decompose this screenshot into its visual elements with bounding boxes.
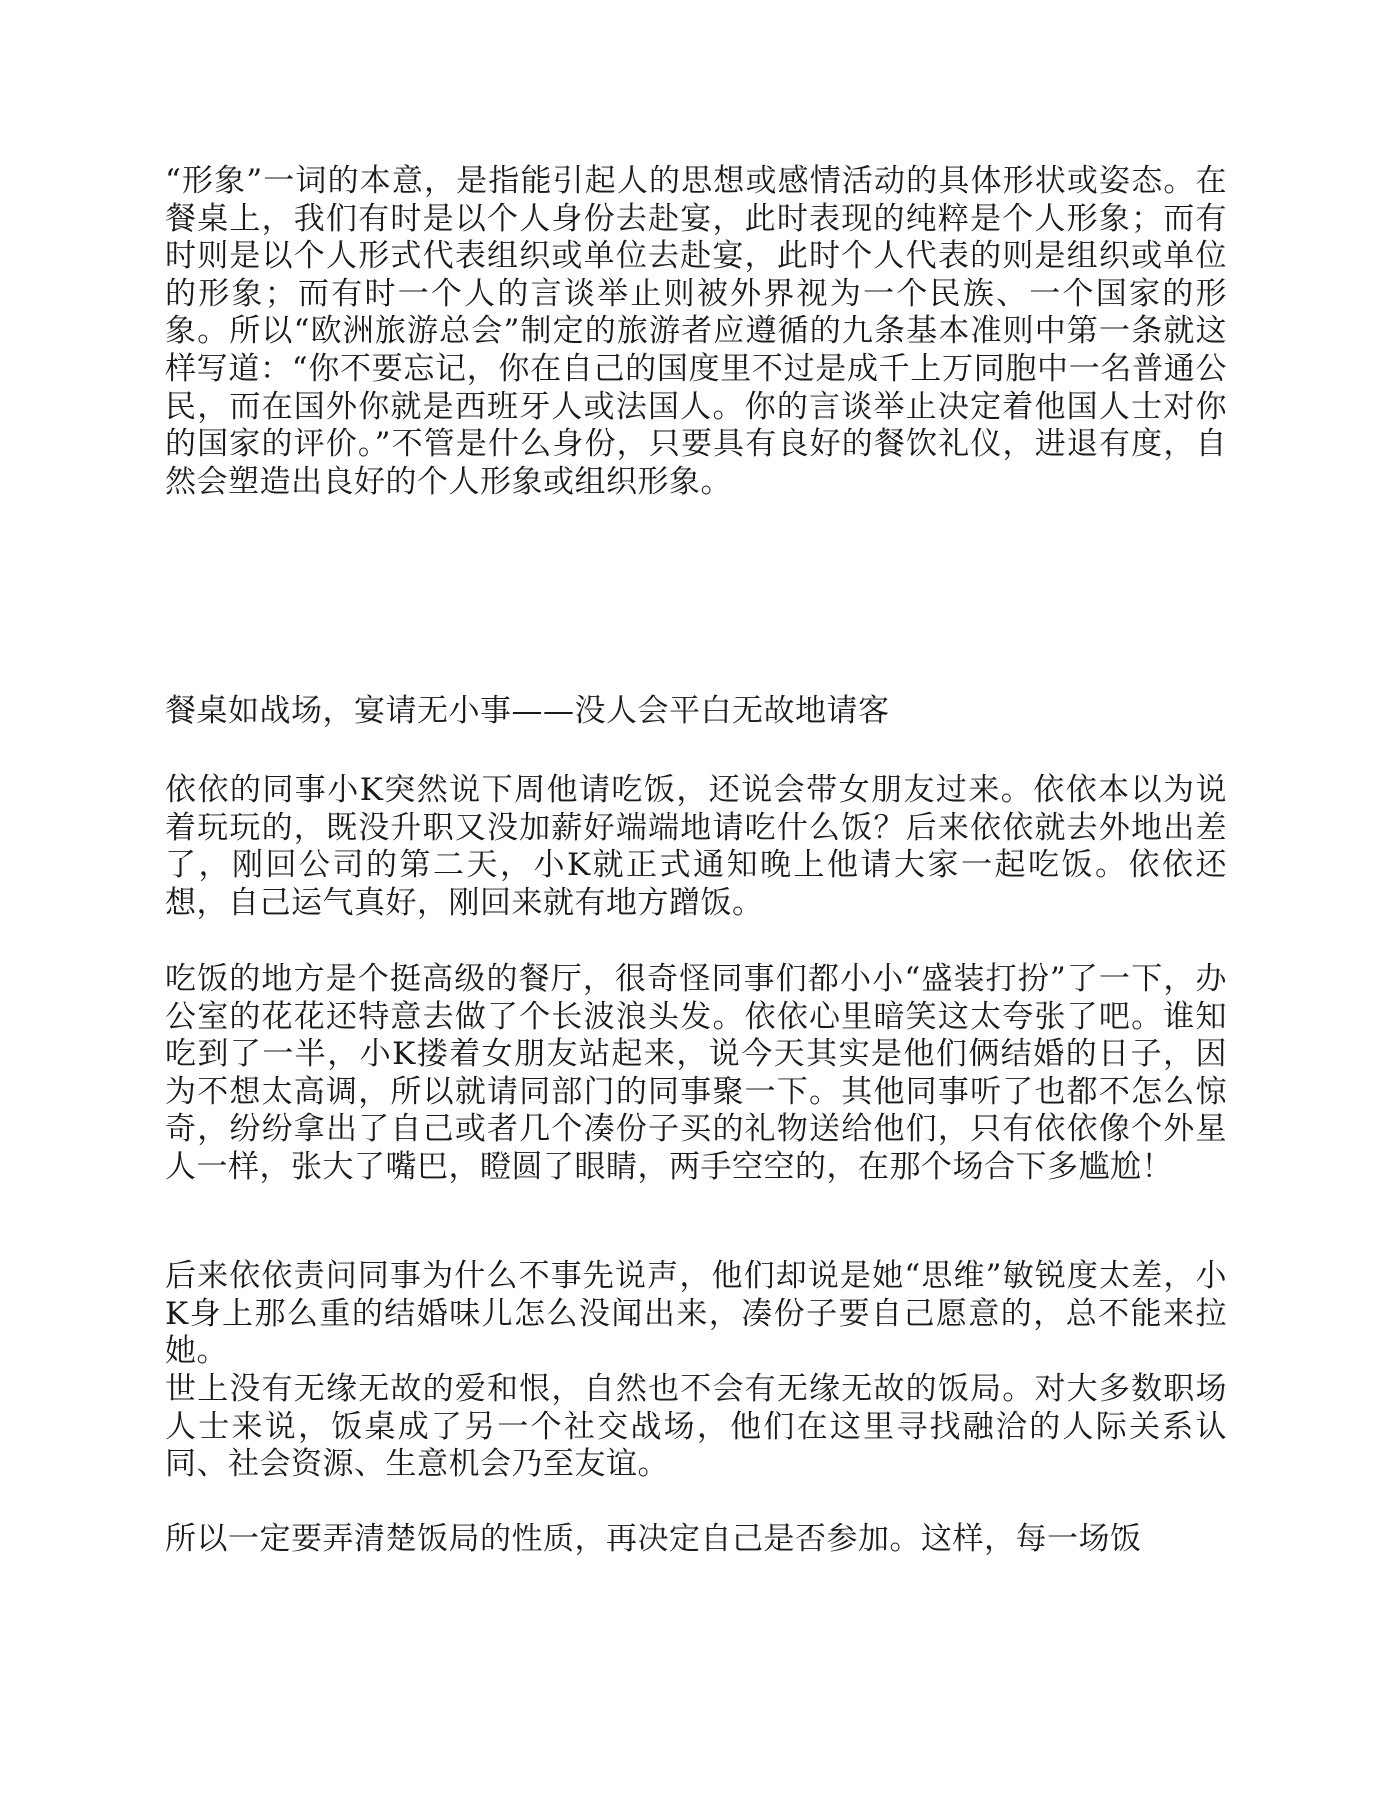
commentary-paragraph: 世上没有无缘无故的爱和恨，自然也不会有无缘无故的饭局。对大多数职场人士来说，饭桌成了另一个社交战场，他们在这里寻找融洽的人际关系认同、社会资源、生意机会乃至友谊。 <box>165 1371 1227 1483</box>
section-heading: 餐桌如战场，宴请无小事——没人会平白无故地请客 <box>165 693 890 729</box>
intro-paragraph: “形象”一词的本意，是指能引起人的思想或感情活动的具体形状或姿态。在餐桌上，我们有时是以个人身份去赴宴，此时表现的纯粹是个人形象；而有时则是以个人形式代表组织或单位去赴宴，此时个人代表的则是组织或单位的形象；而有时一个人的言谈举止则被外界视为一个民族、一个国家的形象。所以“欧洲旅游总会”制定的旅游者应遵循的九条基本准则中第一条就这样写道：“你不要忘记，你在自己的国度里不过是成千上万同胞中一名普通公民，而在国外你就是西班牙人或法国人。你的言谈举止决定着他国人士对你的国家的评价。”不管是什么身份，只要具有良好的餐饮礼仪，进退有度，自然会塑造出良好的个人形象或组织形象。 <box>165 163 1227 500</box>
closing-paragraph-fragment: 所以一定要弄清楚饭局的性质，再决定自己是否参加。这样，每一场饭 <box>165 1521 1142 1557</box>
story-paragraph-2: 吃饭的地方是个挺高级的餐厅，很奇怪同事们都小小“盛装打扮”了一下，办公室的花花还特意去做了个长波浪头发。依依心里暗笑这太夸张了吧。谁知吃到了一半，小K搂着女朋友站起来，说今天其实是他们俩结婚的日子，因为不想太高调，所以就请同部门的同事聚一下。其他同事听了也都不怎么惊奇，纷纷拿出了自己或者几个凑份子买的礼物送给他们，只有依依像个外星人一样，张大了嘴巴，瞪圆了眼睛，两手空空的，在那个场合下多尴尬！ <box>165 961 1227 1185</box>
story-paragraph-3: 后来依依责问同事为什么不事先说声，他们却说是她“思维”敏锐度太差，小K身上那么重的结婚味儿怎么没闻出来，凑份子要自己愿意的，总不能来拉她。 <box>165 1258 1227 1370</box>
story-paragraph-1: 依依的同事小K突然说下周他请吃饭，还说会带女朋友过来。依依本以为说着玩玩的，既没升职又没加薪好端端地请吃什么饭？后来依依就去外地出差了，刚回公司的第二天，小K就正式通知晚上他请大家一起吃饭。依依还想，自己运气真好，刚回来就有地方蹭饭。 <box>165 772 1227 921</box>
